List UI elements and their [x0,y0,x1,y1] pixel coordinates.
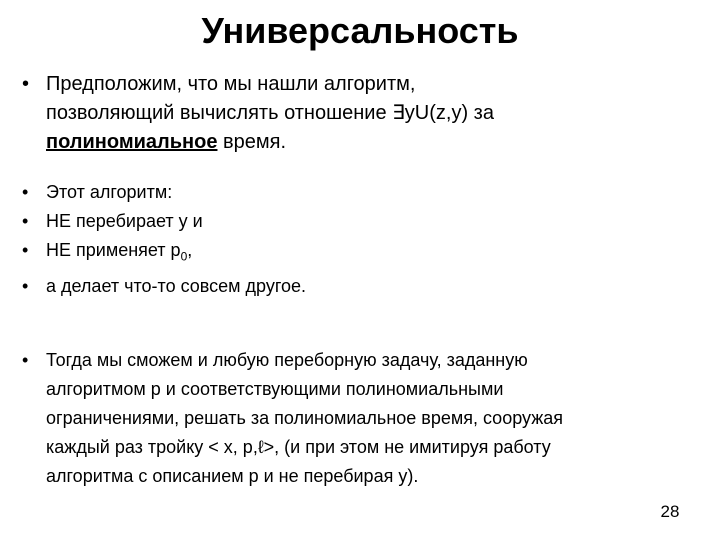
bullet-dot-icon: • [22,182,29,202]
bullet-dot-icon: • [22,240,29,260]
bullet-dot-icon: • [22,73,30,95]
text-line: а делает что-то совсем другое. [46,275,307,296]
underlined-word: полиномиальное [46,131,218,153]
text-line: алгоритмом p и соответствующими полиномиальными [46,379,504,399]
text-line: ограничениями, решать за полиномиальное время, сооружая [46,408,564,428]
bullet-conclusion [22,346,692,491]
text-line: Этот алгоритм: [46,182,173,202]
bullet-assumption [22,70,692,157]
list-item [22,236,692,272]
text-line: НЕ применяет p [46,240,181,260]
list-item [22,272,692,301]
text-line: каждый раз тройку < x, p,ℓ>, (и при этом не имитируя работу [46,437,551,457]
text-line: позволяющий вычислять отношение ∃yU(z,y) за [46,102,494,124]
bullet-dot-icon: • [22,211,29,231]
list-item [22,70,692,157]
bullet-dot-icon: • [22,350,29,370]
text-line: НЕ перебирает y и [46,211,203,231]
list-item [22,207,692,236]
bullet-dot-icon: • [22,275,29,296]
text-line: алгоритма с описанием p и не перебирая y). [46,466,419,486]
text-line [46,128,692,157]
slide-title: Универсальность [201,10,519,51]
subscript: 0 [180,249,188,264]
text-line: Тогда мы сможем и любую переборную задачу, заданную [46,350,528,370]
list-item [22,178,692,207]
list-item [22,346,692,491]
text-fragment: , [187,240,193,260]
text-line: Предположим, что мы нашли алгоритм, [46,73,416,95]
text-fragment: время. [217,131,287,153]
bullet-list-algorithm [22,178,692,301]
page-number: 28 [660,502,680,521]
